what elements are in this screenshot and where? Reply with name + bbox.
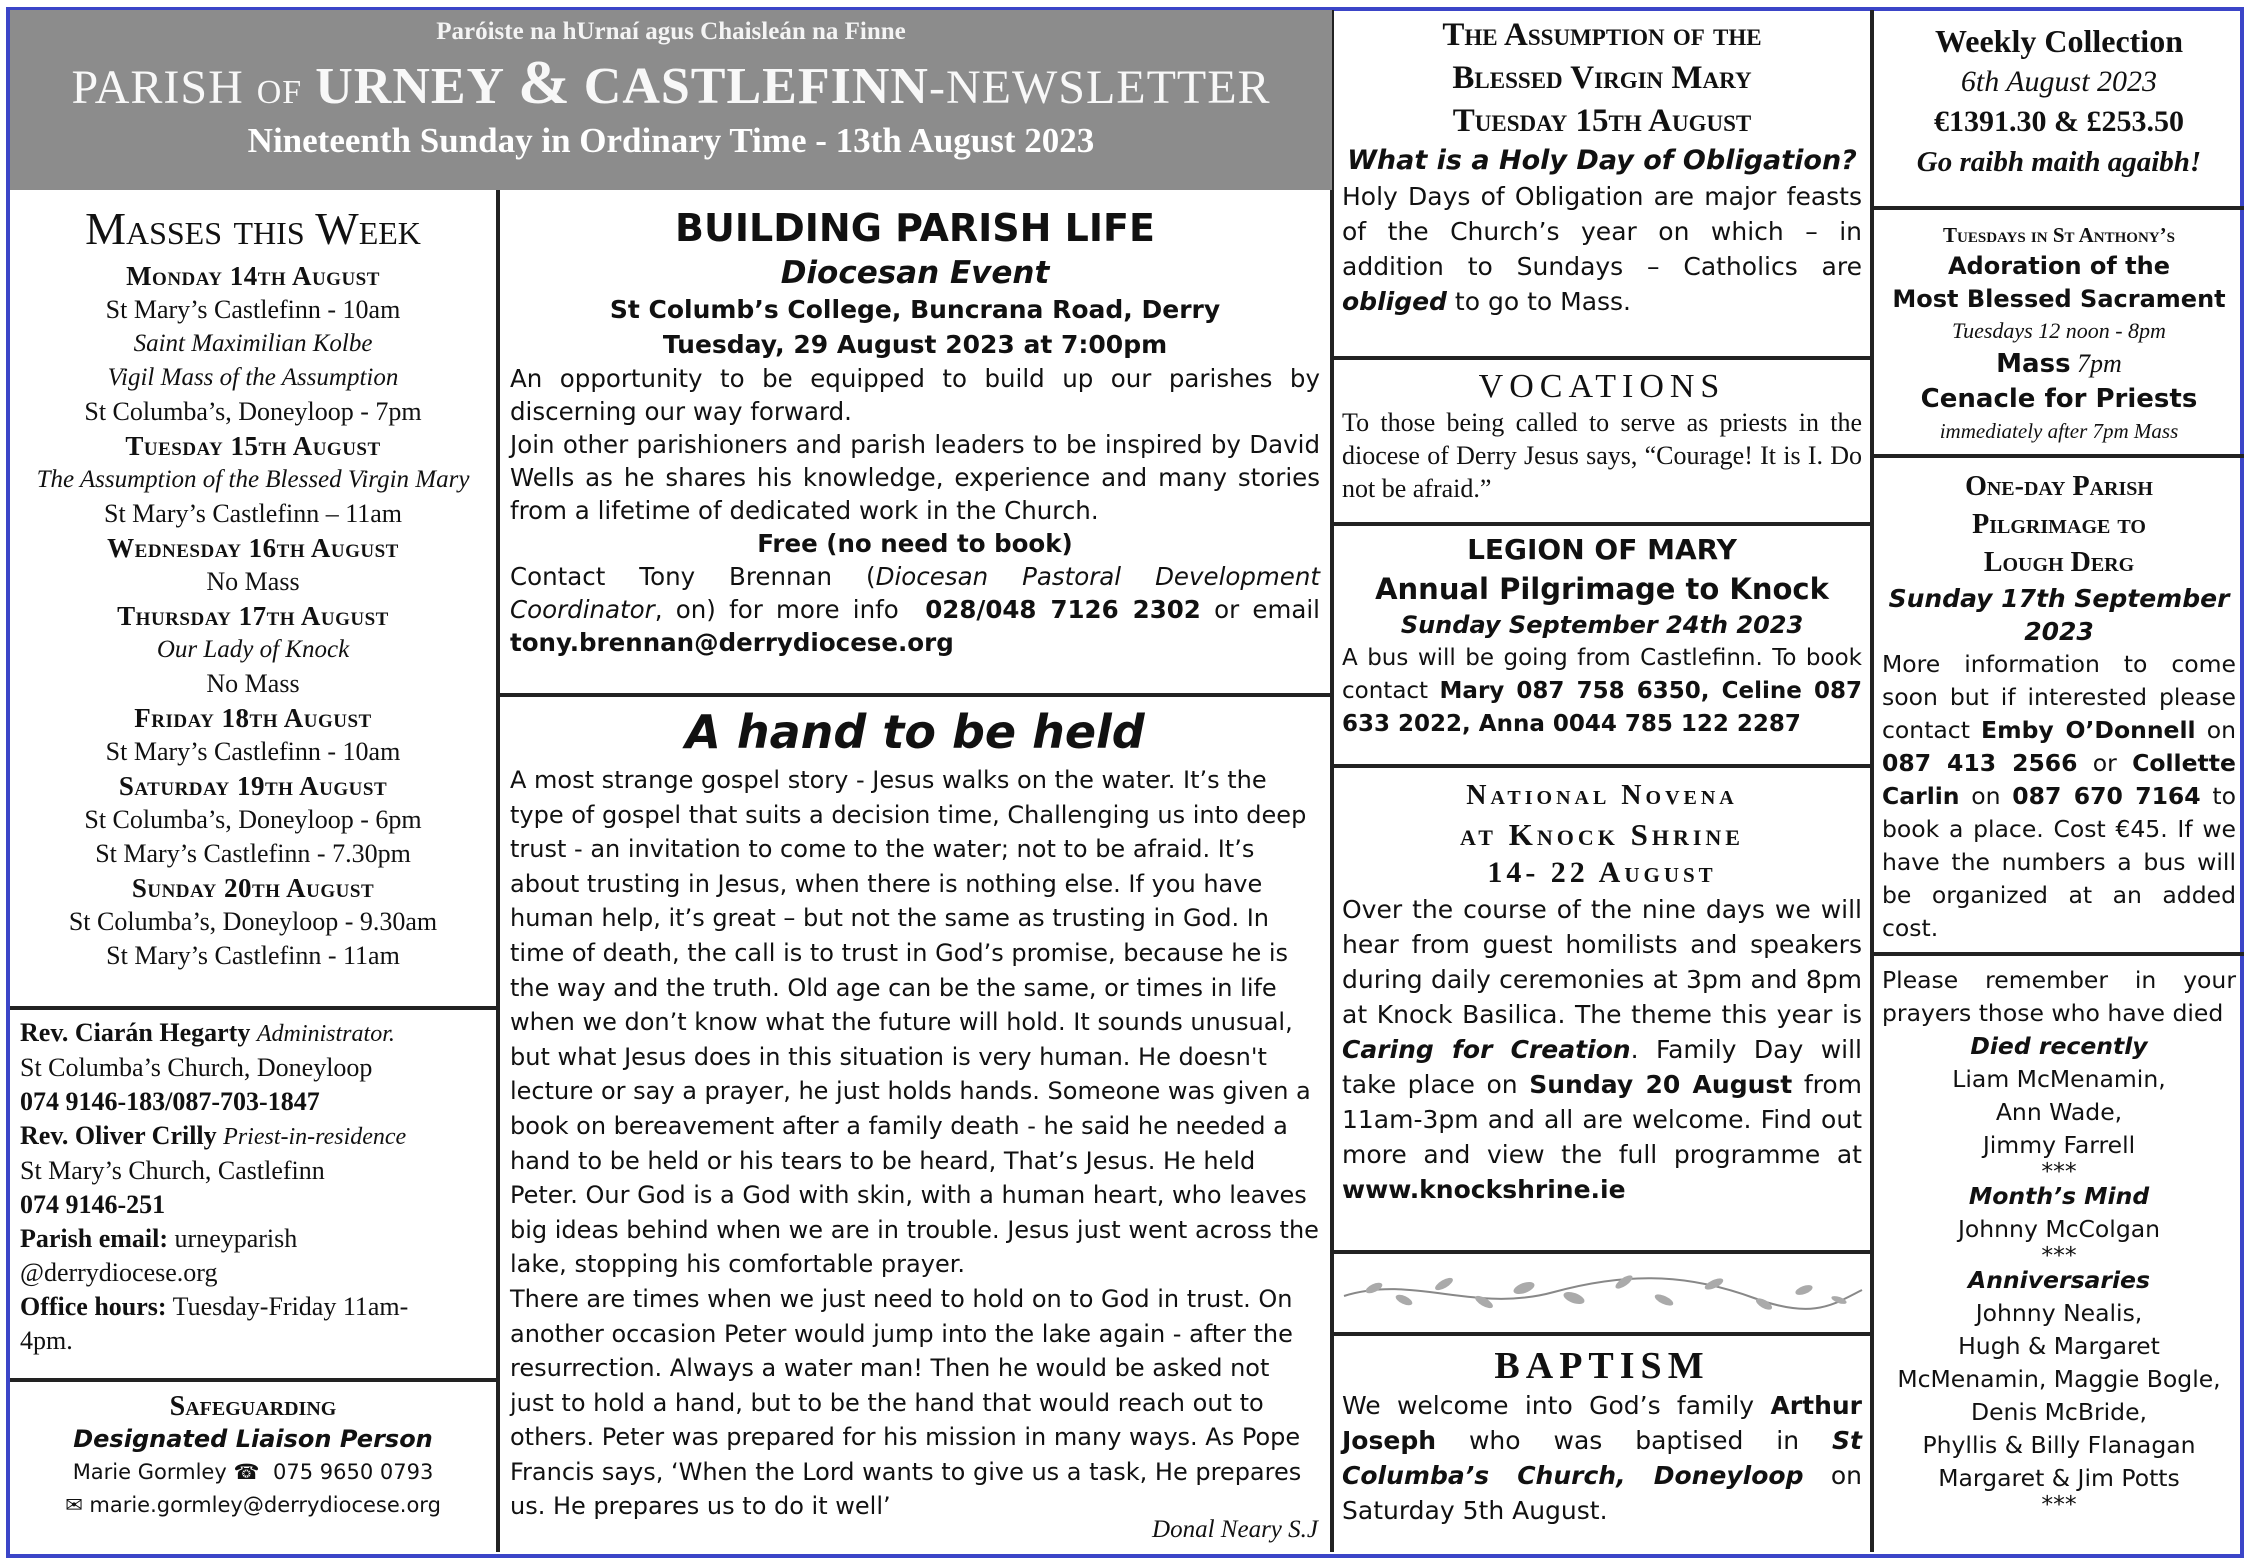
reflection-body: A most strange gospel story - Jesus walks on the water. It’s the type of gospel that suits a decision time, Challenging us into deep trust - an invitation to come to the water; not to be afraid. It’s about trusting in Jesus, when there is nothing else. If you have human help, it’s great – but not the same as trusting in God. In time of death, the call is to trust in God’s promise, because he is the way and the truth. Old age can be the same, or times in life when we don’t know what the future will hold. It sounds unusual, but what Jesus does in this situation is very human. He doesn't lecture or say a prayer, he just holds hands. Someone was given a book on bereavement after a family death - he said he needed a hand to be held or his tears to be heard, That’s Jesus. He held Peter. Our God is a God with skin, with a human heart, who leaves big ideas behind when we are in trouble. Jesus just went across the lake, stopping his comfortable prayer. xyxy=(510,766,1319,1279)
mass-entry: St Mary’s Castlefinn - 11am xyxy=(106,941,400,970)
mass-entry: Vigil Mass of the Assumption xyxy=(107,364,399,391)
masses-title: Masses this Week xyxy=(85,203,421,254)
knock-novena-section: National Novena at Knock Shrine 14- 22 August Over the course of the nine days we will hear from guest homilists and speakers during daily ceremonies at 3pm and 8pm at Knock Basilica. The theme this year is Caring for Creation. Family Day will take place on Sunday 20 August from 11am-3pm and all are welcome. Find out more and view the full programme at www.knockshrine.ie xyxy=(1332,766,1872,1252)
mass-day-heading: Wednesday 16th August xyxy=(107,533,399,563)
mass-day-heading: Sunday 20th August xyxy=(131,873,375,903)
phone-icon: ☎ xyxy=(233,1460,260,1484)
vine-decoration xyxy=(1332,1252,1872,1334)
reflection-body-2: There are times when we just need to hold on to God in trust. On another occasion Peter would jump into the lake again - after the resurrection. Always a water man! Then he would be asked not just to hold a hand, but to be the hand that would reach out to others. Peter was prepared for his mission in many ways. As Pope Francis says, ‘When the Lord wants to give us a task, He prepares us. He prepares us to do it well’ xyxy=(510,1284,1302,1521)
anniversary-name: Hugh & Margaret xyxy=(1958,1332,2160,1360)
mass-entry: The Assumption of the Blessed Virgin Mary xyxy=(36,466,470,493)
anniversary-name: Johnny Nealis, xyxy=(1975,1299,2143,1327)
deceased-name: Ann Wade, xyxy=(1995,1098,2123,1126)
mail-icon: ✉ xyxy=(65,1493,83,1517)
irish-parish-name: Paróiste na hUrnaí agus Chaisleán na Finne xyxy=(436,18,906,45)
anniversary-name: Phyllis & Billy Flanagan xyxy=(1922,1431,2196,1459)
mass-entry: St Mary’s Castlefinn - 10am xyxy=(105,737,401,766)
mass-day-heading: Tuesday 15th August xyxy=(125,431,381,461)
masses-section xyxy=(10,190,498,1008)
mass-entry: St Mary’s Castlefinn - 10am xyxy=(105,295,401,324)
anniversaries-list xyxy=(1882,1297,2236,1495)
died-recently-list xyxy=(1882,1063,2236,1162)
vine-ornament-icon xyxy=(1334,1254,1870,1332)
mass-entry: No Mass xyxy=(206,567,300,596)
mass-day-heading: Monday 14th August xyxy=(126,261,380,291)
mass-entry: St Columba’s, Doneyloop - 6pm xyxy=(84,805,422,834)
mass-entry: No Mass xyxy=(206,669,300,698)
legion-of-mary-section: LEGION OF MARY Annual Pilgrimage to Knock Sunday September 24th 2023 A bus will be going from Castlefinn. To book contact Mary 087 758 6350, Celine 087 633 2022, Anna 0044 785 122 2287 xyxy=(1332,524,1872,766)
mass-entry: Our Lady of Knock xyxy=(156,636,350,663)
mass-entry: Saint Maximilian Kolbe xyxy=(133,330,373,357)
anniversary-name: Denis McBride, xyxy=(1970,1398,2148,1426)
baptism-section: BAPTISM We welcome into God’s family Arthur Joseph who was baptised in St Columba’s Church, Doneyloop on Saturday 5th August. xyxy=(1332,1334,1872,1552)
lough-derg-section: One-day Parish Pilgrimage to Lough Derg Sunday 17th September 2023 More information to come soon but if interested please contact Emby O’Donnell on 087 413 2566 or Collette Carlin on 087 670 7164 to book a place. Cost €45. If we have the numbers a bus will be organized at an added cost. xyxy=(1872,456,2244,954)
safeguarding-title: Safeguarding xyxy=(169,1391,337,1422)
weekly-collection: Weekly Collection 6th August 2023 €1391.30 & £253.50 Go raibh maith agaibh! xyxy=(1872,10,2244,208)
reflection-article xyxy=(498,695,1332,1552)
vocations-title: VOCATIONS xyxy=(1478,368,1726,405)
newsletter-title: PARISH OF URNEY & CASTLEFINN-NEWSLETTER xyxy=(71,49,1271,117)
knock-shrine-link[interactable]: www.knockshrine.ie xyxy=(1342,1175,1626,1204)
clergy-contacts: Rev. Ciarán Hegarty Administrator. St Columba’s Church, Doneyloop 074 9146-183/087-703-1847 Rev. Oliver Crilly Priest-in-residence St Mary’s Church, Castlefinn 074 9146-251 Parish email: urneyparish @derrydiocese.org Office hours: Tuesday-Friday 11am- 4pm. xyxy=(10,1008,498,1380)
mass-entry: St Mary’s Castlefinn - 7.30pm xyxy=(95,839,411,868)
vocations-section: VOCATIONS To those being called to serve as priests in the diocese of Derry Jesus says, “Courage! It is I. Do not be afraid.” xyxy=(1332,358,1872,524)
newsletter-header xyxy=(10,10,1332,190)
mass-entry: St Columba’s, Doneyloop - 9.30am xyxy=(68,907,438,936)
assumption-section: The Assumption of the Blessed Virgin Mary Tuesday 15th August What is a Holy Day of Obligation? Holy Days of Obligation are major feasts of the Church’s year on which – in addition to Sundays – Catholics are obliged to go to Mass. xyxy=(1332,10,1872,358)
mass-day-heading: Friday 18th August xyxy=(134,703,372,733)
mass-day-heading: Thursday 17th August xyxy=(117,601,389,631)
newsletter-subtitle: Nineteenth Sunday in Ordinary Time - 13th August 2023 xyxy=(247,121,1095,160)
deceased-name: Jimmy Farrell xyxy=(1982,1131,2136,1159)
months-mind-name: Johnny McColgan xyxy=(1957,1215,2161,1243)
anniversary-name: Margaret & Jim Potts xyxy=(1938,1464,2180,1492)
adoration-section: Tuesdays in St Anthony’s Adoration of the Most Blessed Sacrament Tuesdays 12 noon - 8pm Mass 7pm Cenacle for Priests immediately after 7pm Mass xyxy=(1872,208,2244,456)
remembrance-section: Please remember in your prayers those who have died Died recently Liam McMenamin, Ann Wade, Jimmy Farrell *** Month’s Mind Johnny McColgan *** Anniversaries Johnny Nealis, Hugh & Margaret McMenamin, Maggie Bogle, Denis McBride, Phyllis & Billy Flanagan Margaret & Jim Potts *** xyxy=(1872,954,2244,1552)
building-parish-life: BUILDING PARISH LIFE Diocesan Event St Columb’s College, Buncrana Road, Derry Tuesday, 29 August 2023 at 7:00pm An opportunity to be equipped to build up our parishes by discerning our way forward. Join other parishioners and parish leaders to be inspired by David Wells as he shares his knowledge, experience and many stories from a lifetime of dedicated work in the Church. Free (no need to book) Contact Tony Brennan (Diocesan Pastoral Development Coordinator, on) for more info 028/048 7126 2302 or email tony.brennan@derrydiocese.org xyxy=(498,190,1332,695)
mass-entry: St Columba’s, Doneyloop - 7pm xyxy=(84,397,422,426)
reflection-author: Donal Neary S.J xyxy=(1152,1516,1318,1543)
mass-entry: St Mary’s Castlefinn – 11am xyxy=(103,499,402,528)
contact-email-link[interactable]: tony.brennan@derrydiocese.org xyxy=(510,628,954,657)
mass-day-heading: Saturday 19th August xyxy=(118,771,388,801)
safeguarding-section: Safeguarding Designated Liaison Person Marie Gormley ☎ 075 9650 0793 ✉ marie.gormley@derrydiocese.org xyxy=(10,1380,498,1552)
reflection-title: A hand to be held xyxy=(685,705,1145,759)
baptism-title: BAPTISM xyxy=(1494,1345,1710,1387)
deceased-name: Liam McMenamin, xyxy=(1952,1065,2166,1093)
masses-list xyxy=(10,259,496,973)
anniversary-name: McMenamin, Maggie Bogle, xyxy=(1897,1365,2221,1393)
building-title: BUILDING PARISH LIFE xyxy=(675,206,1155,250)
